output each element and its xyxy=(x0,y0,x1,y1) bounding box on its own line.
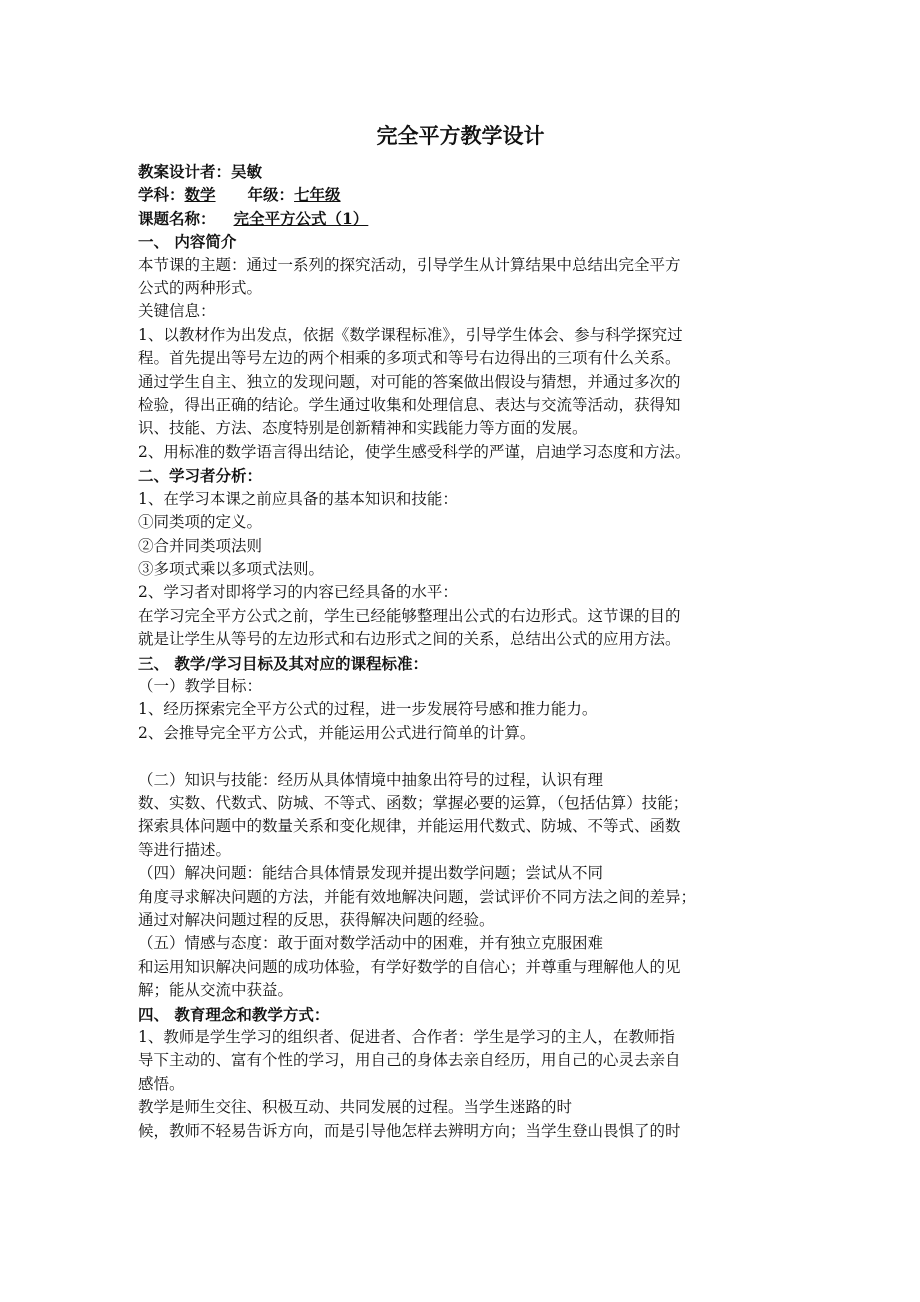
blank-line xyxy=(138,745,783,768)
paragraph-line: 2、会推导完全平方公式，并能运用公式进行简单的计算。 xyxy=(138,723,536,742)
paragraph-line: 在学习完全平方公式之前，学生已经能够整理出公式的右边形式。这节课的目的 xyxy=(138,606,681,625)
paragraph-line: 等进行描述。 xyxy=(138,840,232,859)
topic-line xyxy=(138,207,783,230)
subject-value: 数学 xyxy=(184,185,216,205)
paragraph-line: 角度寻求解决问题的方法，并能有效地解决问题，尝试评价不同方法之间的差异； xyxy=(138,887,697,906)
paragraph-line: 2、用标准的数学语言得出结论，使学生感受科学的严谨，启迪学习态度和方法。 xyxy=(138,442,691,461)
paragraph-line: 1、教师是学生学习的组织者、促进者、合作者：学生是学习的主人，在教师指 xyxy=(138,1028,675,1047)
list-item: ③多项式乘以多项式法则。 xyxy=(138,559,325,578)
paragraph-line: （五）情感与态度：敢于面对数学活动中的困难，并有独立克服困难 xyxy=(138,934,604,953)
paragraph-line: 和运用知识解决问题的成功体验，有学好数学的自信心；并尊重与理解他人的见 xyxy=(138,957,681,976)
paragraph-line: 程。首先提出等号左边的两个相乘的多项式和等号右边得出的三项有什么关系。 xyxy=(138,349,681,368)
paragraph-line: 教学是师生交往、积极互动、共同发展的过程。当学生迷路的时 xyxy=(138,1098,573,1117)
section-heading-1: 一、 内容简介 xyxy=(138,232,237,252)
paragraph-line: 导下主动的、富有个性的学习，用自己的身体去亲自经历，用自己的心灵去亲自 xyxy=(138,1051,681,1070)
designer-label: 教案设计者： xyxy=(138,162,232,181)
grade-label: 年级： xyxy=(247,185,295,205)
section-heading-2: 二、学习者分析： xyxy=(138,466,263,486)
section-heading-3: 三、 教学/学习目标及其对应的课程标准： xyxy=(138,653,429,673)
list-item: ②合并同类项法则 xyxy=(138,536,263,555)
paragraph-line: （一）教学目标： xyxy=(138,676,263,695)
designer-line xyxy=(138,160,783,183)
paragraph-line: 解；能从交流中获益。 xyxy=(138,981,294,1000)
topic-value: 完全平方公式（1） xyxy=(233,208,369,228)
paragraph-line: 1、经历探索完全平方公式的过程，进一步发展符号感和推力能力。 xyxy=(138,700,598,719)
designer-value: 吴敏 xyxy=(231,162,263,181)
paragraph-line: （四）解决问题：能结合具体情景发现并提出数学问题；尝试从不同 xyxy=(138,864,604,883)
paragraph-line: 通过对解决问题过程的反思，获得解决问题的经验。 xyxy=(138,910,495,929)
topic-label: 课题名称： xyxy=(138,208,216,228)
document-title: 完全平方教学设计 xyxy=(376,123,545,148)
paragraph-line: 识、技能、方法、态度特别是创新精神和实践能力等方面的发展。 xyxy=(138,419,588,438)
paragraph-line: 通过学生自主、独立的发现问题，对可能的答案做出假设与猜想，并通过多次的 xyxy=(138,372,681,391)
list-item: ①同类项的定义。 xyxy=(138,513,263,532)
paragraph-line: （二）知识与技能：经历从具体情境中抽象出符号的过程，认识有理 xyxy=(138,770,604,789)
paragraph-line: 关键信息： xyxy=(138,302,216,321)
paragraph-line: 2、学习者对即将学习的内容已经具备的水平： xyxy=(138,583,458,602)
paragraph-line: 检验，得出正确的结论。学生通过收集和处理信息、表达与交流等活动，获得知 xyxy=(138,396,681,415)
paragraph-line: 公式的两种形式。 xyxy=(138,279,263,298)
section-heading-4: 四、 教育理念和教学方式： xyxy=(138,1004,330,1024)
paragraph-line: 数、实数、代数式、防城、不等式、函数；掌握必要的运算，（包括估算）技能； xyxy=(138,793,689,812)
paragraph-line: 就是让学生从等号的左边形式和右边形式之间的关系，总结出公式的应用方法。 xyxy=(138,630,681,649)
grade-value: 七年级 xyxy=(294,185,341,205)
paragraph-line: 探索具体问题中的数量关系和变化规律，并能运用代数式、防城、不等式、函数 xyxy=(138,817,681,836)
paragraph-line: 1、在学习本课之前应具备的基本知识和技能： xyxy=(138,489,458,508)
paragraph-line: 感悟。 xyxy=(138,1074,185,1093)
subject-label: 学科： xyxy=(138,185,185,205)
paragraph-line: 1、以教材作为出发点，依据《数学课程标准》，引导学生体会、参与科学探究过 xyxy=(138,325,683,344)
subject-grade-line xyxy=(138,183,783,206)
paragraph-line: 候，教师不轻易告诉方向，而是引导他怎样去辨明方向；当学生登山畏惧了的时 xyxy=(138,1121,681,1140)
document-page xyxy=(138,118,783,1143)
paragraph-line: 本节课的主题：通过一系列的探究活动，引导学生从计算结果中总结出完全平方 xyxy=(138,255,681,274)
